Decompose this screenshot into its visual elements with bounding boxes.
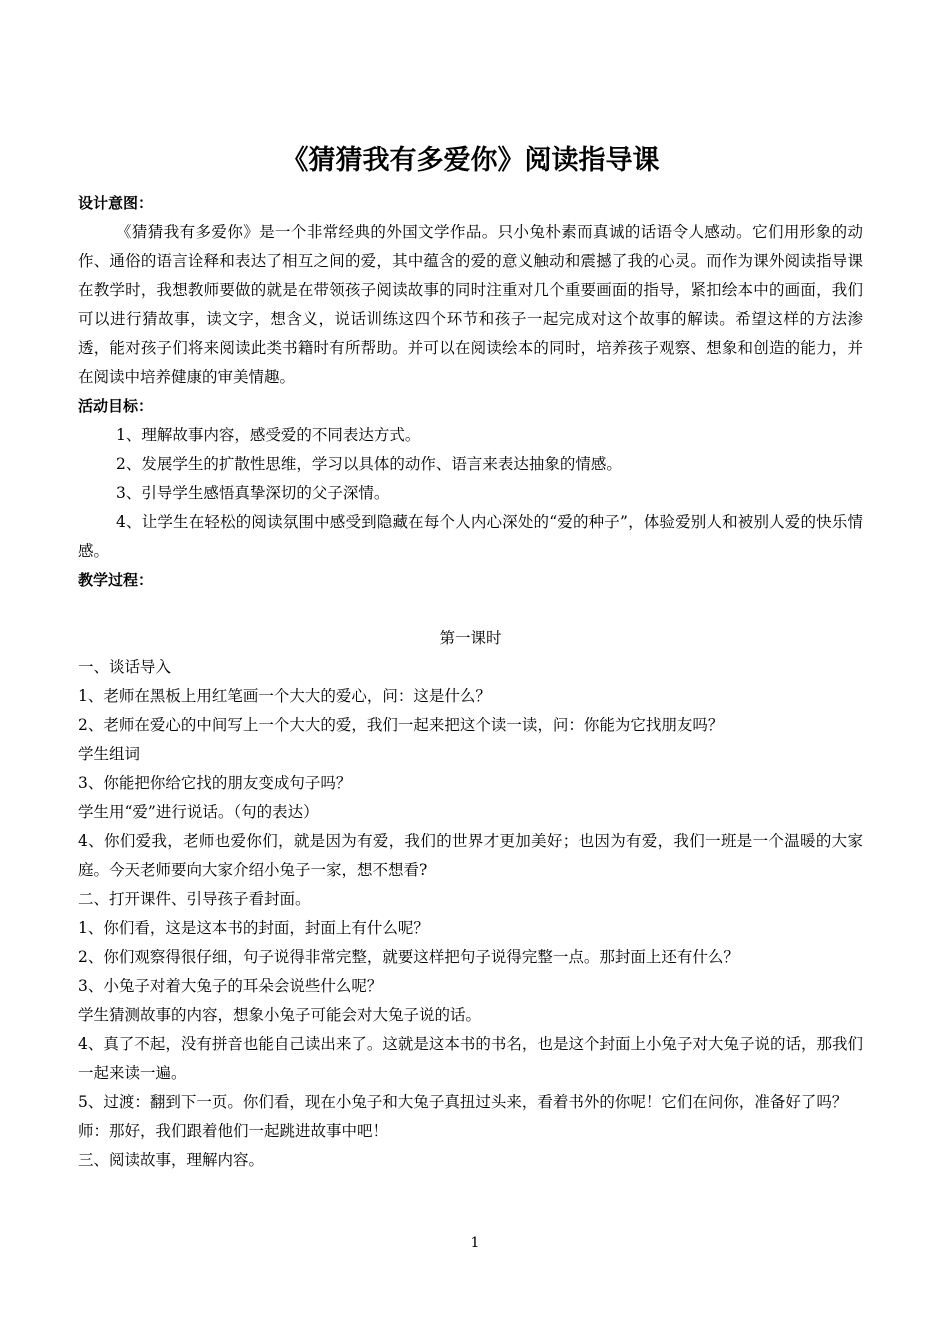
process-heading: 教学过程： xyxy=(78,571,154,589)
goal-item: 1、理解故事内容，感受爱的不同表达方式。 xyxy=(116,426,421,444)
process-line: 学生组词 xyxy=(78,745,141,763)
lesson-title: 第一课时 xyxy=(439,629,502,647)
process-line: 4、真了不起，没有拼音也能自己读出来了。这就是这本书的书名，也是这个封面上小兔子对大兔子说的话，那我们一起来读一遍。 xyxy=(78,1035,863,1082)
process-line: 4、你们爱我，老师也爱你们，就是因为有爱，我们的世界才更加美好；也因为有爱，我们一班是一个温暖的大家庭。今天老师要向大家介绍小兔子一家，想不想看? xyxy=(78,832,863,879)
goal-item: 2、发展学生的扩散性思维，学习以具体的动作、语言来表达抽象的情感。 xyxy=(116,455,622,473)
document-title: 《猜猜我有多爱你》阅读指导课 xyxy=(281,145,660,176)
process-line: 三、阅读故事，理解内容。 xyxy=(78,1151,265,1169)
document-body xyxy=(78,141,863,1175)
goal-item: 4、让学生在轻松的阅读氛围中感受到隐藏在每个人内心深处的“爱的种子”，体验爱别人和被别人爱的快乐情感。 xyxy=(78,513,863,560)
process-line: 学生猜测故事的内容，想象小兔子可能会对大兔子说的话。 xyxy=(78,1006,482,1024)
process-line: 学生用“爱”进行说话。（句的表达） xyxy=(78,803,319,821)
goal-item: 3、引导学生感悟真挚深切的父子深情。 xyxy=(116,484,390,502)
goals-heading: 活动目标： xyxy=(78,397,154,415)
process-line: 师：那好，我们跟着他们一起跳进故事中吧！ xyxy=(78,1122,389,1140)
spacer xyxy=(78,595,863,624)
process-line: 2、老师在爱心的中间写上一个大大的爱，我们一起来把这个读一读，问：你能为它找朋友吗？ xyxy=(78,716,724,734)
process-line: 1、你们看，这是这本书的封面，封面上有什么呢？ xyxy=(78,919,429,937)
process-line: 3、小兔子对着大兔子的耳朵会说些什么呢？ xyxy=(78,977,383,995)
process-line: 1、老师在黑板上用红笔画一个大大的爱心，问：这是什么？ xyxy=(78,687,491,705)
page-number: 1 xyxy=(470,1235,480,1251)
process-line: 二、打开课件、引导孩子看封面。 xyxy=(78,890,311,908)
process-line: 2、你们观察得很仔细，句子说得非常完整，就要这样把句子说得完整一点。那封面上还有什么？ xyxy=(78,948,739,966)
process-line: 3、你能把你给它找的朋友变成句子吗？ xyxy=(78,774,352,792)
process-line: 5、过渡：翻到下一页。你们看，现在小兔子和大兔子真扭过头来，看着书外的你呢！它们在问你，准备好了吗？ xyxy=(78,1093,848,1111)
design-intent-heading: 设计意图： xyxy=(78,194,154,212)
process-line: 一、谈话导入 xyxy=(78,658,172,676)
design-intent-paragraph: 《猜猜我有多爱你》是一个非常经典的外国文学作品。只小兔朴素而真诚的话语令人感动。它们用形象的动作、通俗的语言诠释和表达了相互之间的爱，其中蕴含的爱的意义触动和震撼了我的心灵。而作为课外阅读指导课在教学时，我想教师要做的就是在带领孩子阅读故事的同时注重对几个重要画面的指导，紧扣绘本中的画面，我们可以进行猜故事，读文字，想含义，说话训练这四个环节和孩子一起完成对这个故事的解读。希望这样的方法渗透，能对孩子们将来阅读此类书籍时有所帮助。并可以在阅读绘本的同时，培养孩子观察、想象和创造的能力，并在阅读中培养健康的审美情趣。 xyxy=(78,223,863,386)
